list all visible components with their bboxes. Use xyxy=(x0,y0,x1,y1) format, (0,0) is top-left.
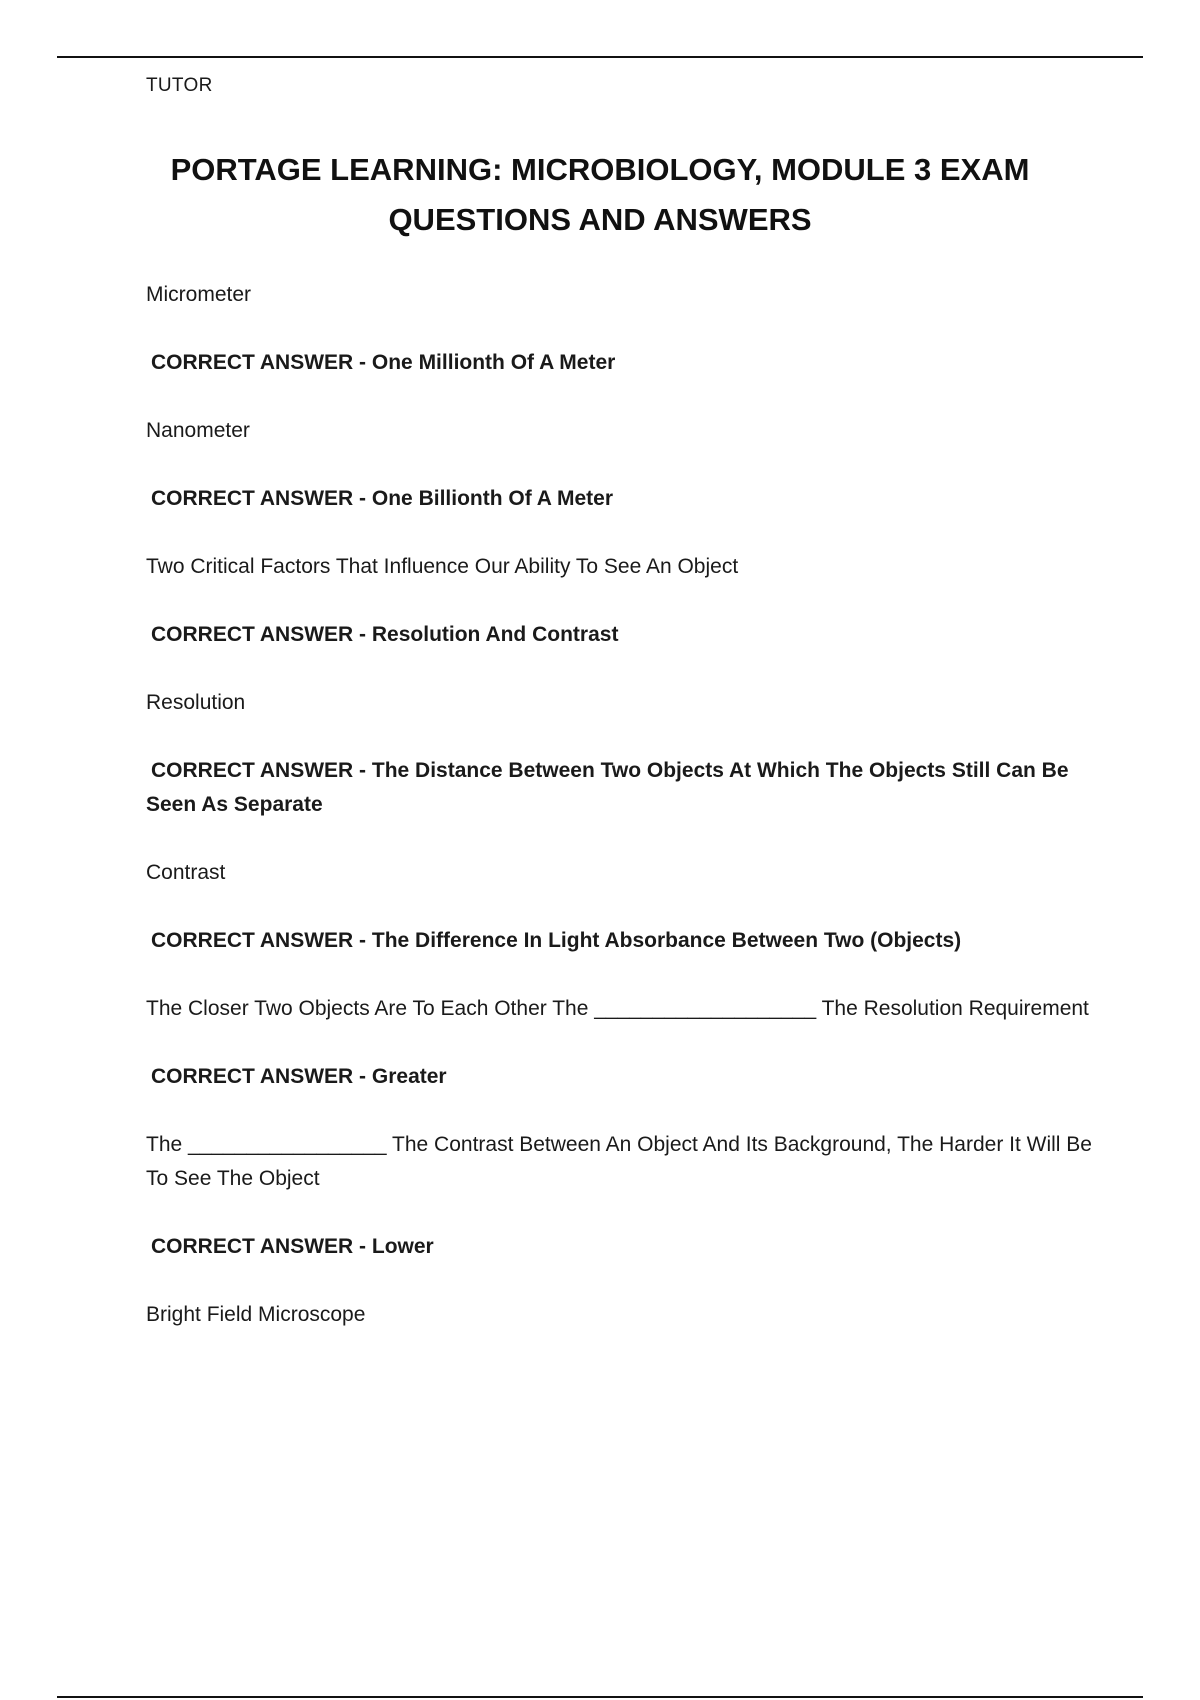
question-5: Contrast xyxy=(146,861,226,884)
answer-text: The Difference In Light Absorbance Between Two (Objects) xyxy=(371,929,962,952)
answer-label: CORRECT ANSWER - xyxy=(151,623,372,646)
answer-label: CORRECT ANSWER - xyxy=(151,487,372,510)
header-label: TUTOR xyxy=(146,75,213,96)
answer-label: CORRECT ANSWER - xyxy=(151,1065,372,1088)
top-divider xyxy=(57,56,1143,58)
answer-text: The Distance Between Two Objects At Which The Objects Still Can Be Seen As Separate xyxy=(146,759,1069,816)
answer-label: CORRECT ANSWER - xyxy=(151,351,372,374)
document-title xyxy=(140,145,1060,245)
question-7: The _________________ The Contrast Between An Object And Its Background, The Harder It Will Be To See The Object xyxy=(146,1133,1092,1190)
answer-5 xyxy=(146,924,1096,958)
question-4: Resolution xyxy=(146,691,246,714)
answer-text: Lower xyxy=(371,1235,434,1258)
answer-text: Resolution And Contrast xyxy=(371,623,619,646)
answer-text: One Millionth Of A Meter xyxy=(371,351,616,374)
answer-2 xyxy=(146,482,1096,516)
question-8: Bright Field Microscope xyxy=(146,1303,366,1326)
answer-7 xyxy=(146,1230,1096,1264)
answer-1 xyxy=(146,346,1096,380)
answer-4 xyxy=(146,754,1096,822)
answer-label: CORRECT ANSWER - xyxy=(151,1235,372,1258)
answer-text: One Billionth Of A Meter xyxy=(371,487,614,510)
bottom-divider xyxy=(57,1696,1143,1698)
title-line-2: QUESTIONS AND ANSWERS xyxy=(388,202,812,237)
question-1: Micrometer xyxy=(146,283,252,306)
answer-3 xyxy=(146,618,1096,652)
answer-6 xyxy=(146,1060,1096,1094)
answer-label: CORRECT ANSWER - xyxy=(151,759,372,782)
qa-list xyxy=(146,278,1096,1366)
title-line-1: PORTAGE LEARNING: MICROBIOLOGY, MODULE 3 EXAM xyxy=(170,152,1030,187)
answer-label: CORRECT ANSWER - xyxy=(151,929,372,952)
answer-text: Greater xyxy=(371,1065,447,1088)
question-6: The Closer Two Objects Are To Each Other The ___________________ The Resolution Requirement xyxy=(146,997,1089,1020)
question-2: Nanometer xyxy=(146,419,250,442)
question-3: Two Critical Factors That Influence Our Ability To See An Object xyxy=(146,555,739,578)
